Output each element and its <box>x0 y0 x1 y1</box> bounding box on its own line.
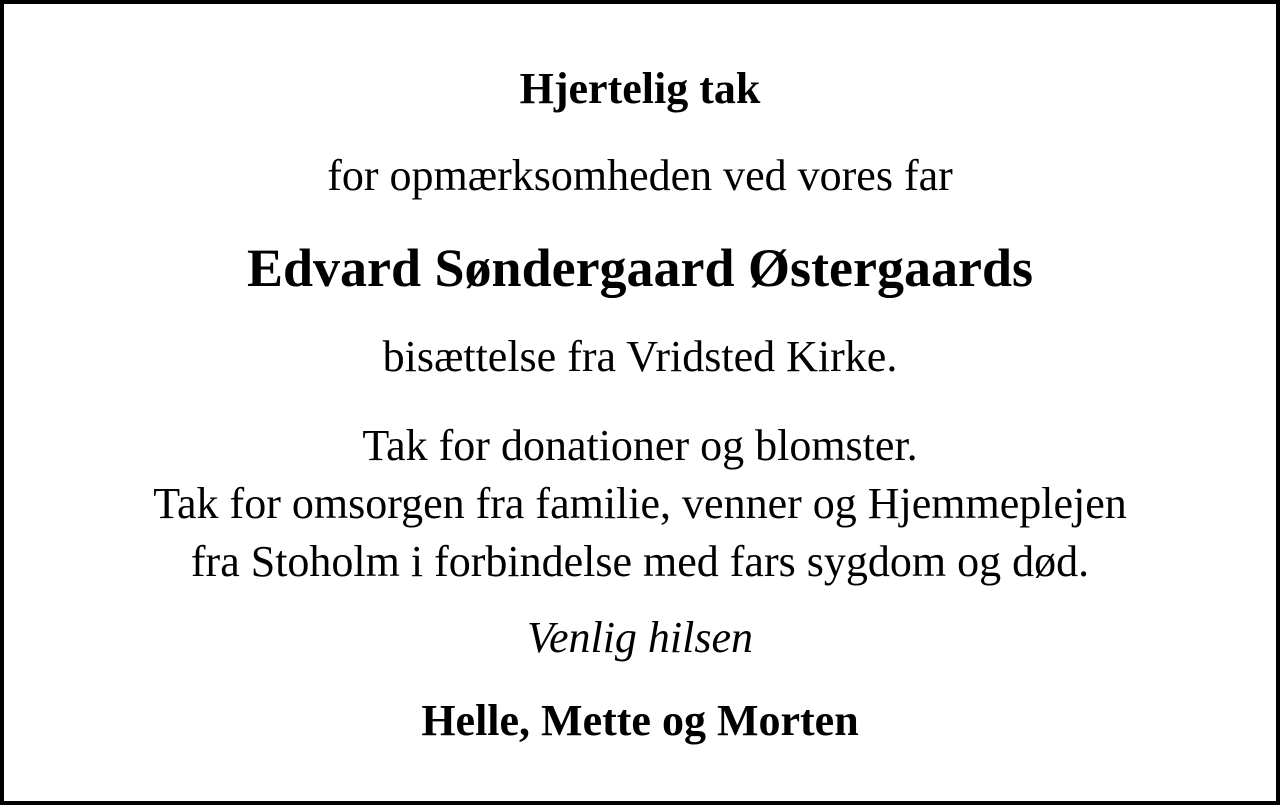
notice-heading: Hjertelig tak <box>519 64 761 113</box>
notice-intro: for opmærksomheden ved vores far <box>327 151 953 200</box>
thanks-paragraph <box>4 417 1276 591</box>
thanks-line: Tak for omsorgen fra familie, venner og Hjemmeplejen <box>153 479 1127 528</box>
thanks-line: Tak for donationer og blomster. <box>362 421 918 470</box>
greeting: Venlig hilsen <box>526 613 754 662</box>
service-location: bisættelse fra Vridsted Kirke. <box>382 332 898 381</box>
thanks-line: fra Stoholm i forbindelse med fars sygdom og død. <box>190 537 1090 586</box>
deceased-name: Edvard Søndergaard Østergaards <box>246 238 1034 298</box>
signatories: Helle, Mette og Morten <box>421 696 859 745</box>
